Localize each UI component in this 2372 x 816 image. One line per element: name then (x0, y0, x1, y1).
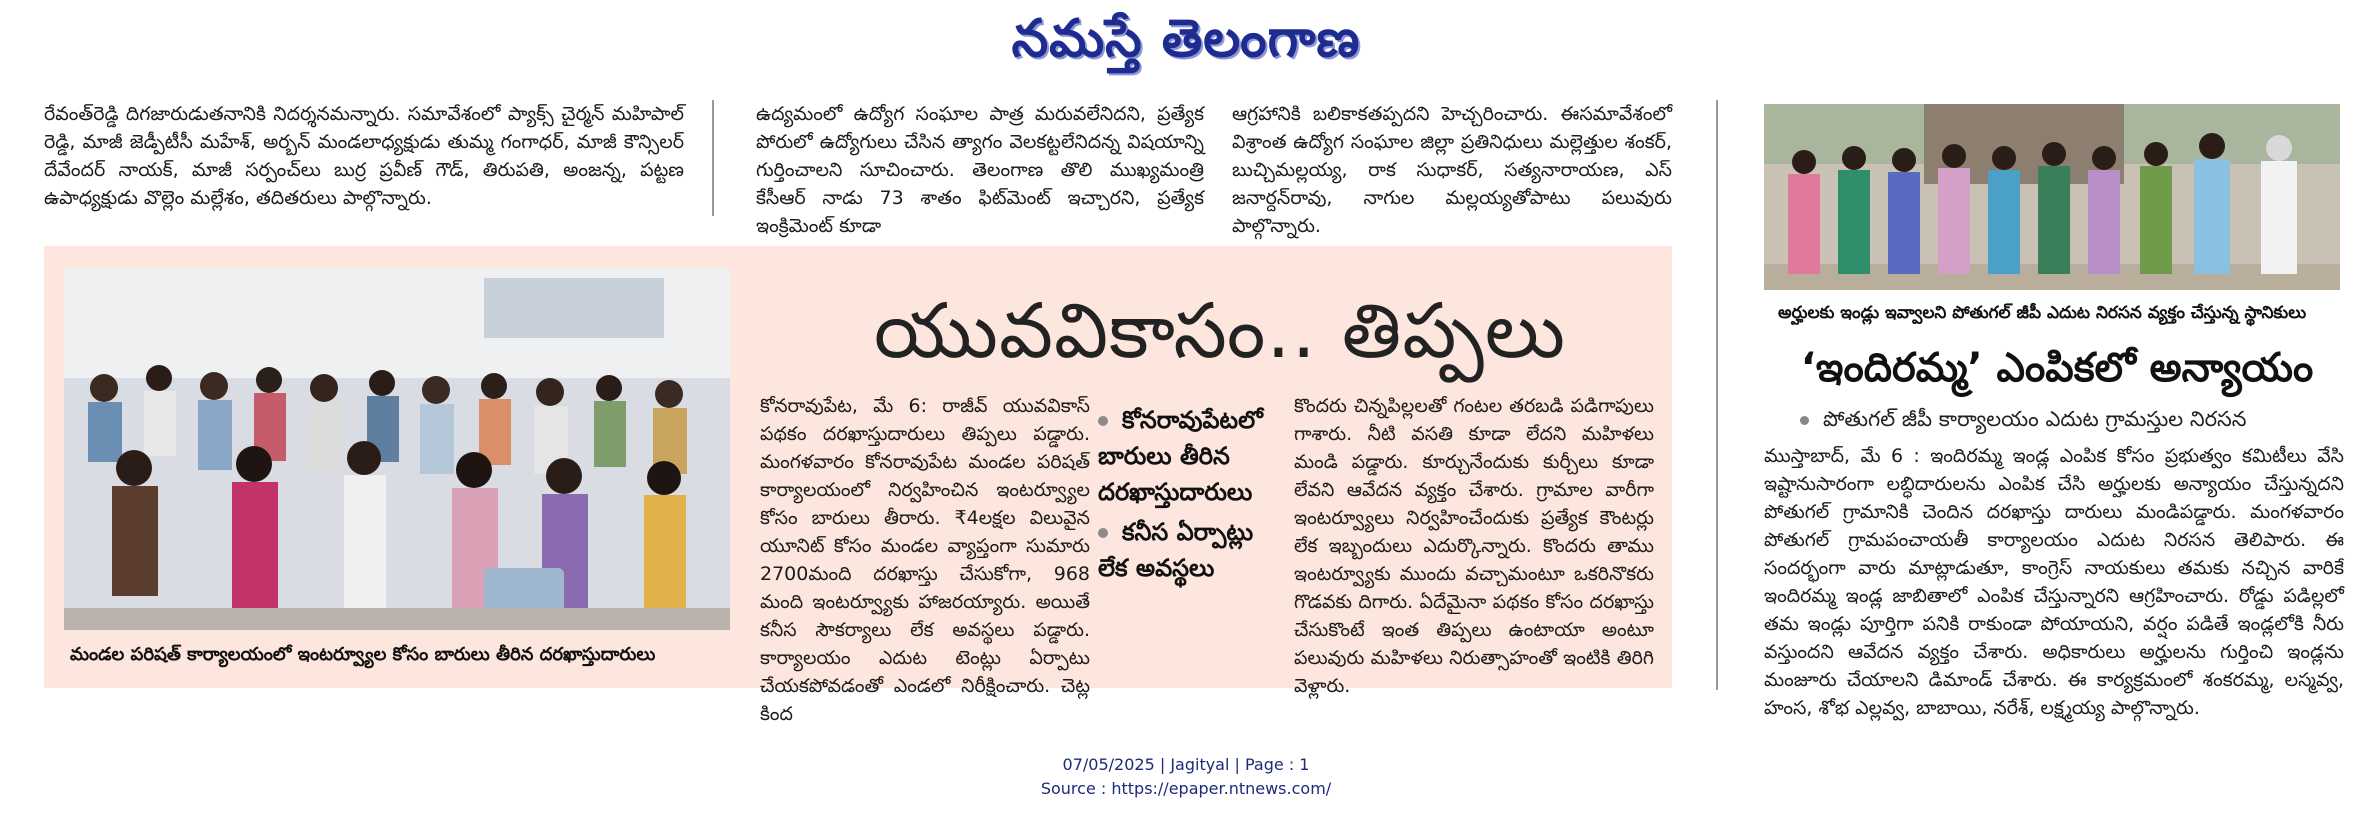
right-story-subhead-text: పోతుగల్ జీపీ కార్యాలయం ఎదుట గ్రామస్తుల నిరసన (1823, 407, 2247, 431)
column-divider (712, 100, 714, 216)
kicker-1-text: కోనరావుపేటలో బారులు తీరిన దరఖాస్తుదారులు (1098, 406, 1263, 506)
bullet-icon (1098, 528, 1108, 538)
right-story-body: ముస్తాబాద్, మే 6 : ఇందిరమ్మ ఇండ్ల ఎంపిక కోసం ప్రభుత్వం కమిటీలు వేసి ఇష్టానుసారంగా లబ్ధిదారులను ఎంపిక చేసి అర్హులకు అన్యాయం చేస్తున్నదని పోతుగల్ గ్రామానికి చెందిన దరఖాస్తు దారులు మండిపడ్డారు. మంగళవారం పోతుగల్ గ్రామపంచాయతీ కార్యాలయం ఎదుట నిరసన తెలిపారు. ఈ సందర్భంగా వారు మాట్లాడుతూ, కాంగ్రెస్ నాయకులు తమకు నచ్చిన వారికే ఇందిరమ్మ ఇండ్ల జాబితాలో ఎంపిక చేస్తున్నారని ఆగ్రహించారు. రోడ్డు పడిల్లలో తమ ఇండ్లు పూర్తిగా పనికి రాకుండా పోయాయని, వర్షం పడితే ఇండ్లలోకి నీరు వస్తుందని ఆవేదన వ్యక్తం చేశారు. అధికారులు అర్హులను గుర్తించి ఇండ్లను మంజూరు చేయాలని డిమాండ్ చేశారు. ఈ కార్యక్రమంలో శంకరమ్మ, లస్మవ్వ, హంస, శోభ ఎల్లవ్వ, బాబాయి, నరేశ్, లక్ష్మయ్య పాల్గొన్నారు. (1764, 445, 2344, 719)
main-story-headline: యువవికాసం.. తిప్పలు (873, 286, 1567, 375)
right-story-subhead (1800, 402, 2360, 436)
main-story-kicker-1 (1098, 402, 1288, 510)
footer-date-edition: 07/05/2025 | Jagityal | Page : 1 (1062, 755, 1310, 774)
right-story-photo-caption: అర్హులకు ఇండ్లు ఇవ్వాలని పోతుగల్ జీపీ ఎదుట నిరసన వ్యక్తం చేస్తున్న స్థానికులు (1778, 303, 2307, 323)
main-story-photo (64, 268, 730, 630)
main-story-photo-caption: మండల పరిషత్ కార్యాలయంలో ఇంటర్వ్యూల కోసం బారులు తీరిన దరఖాస్తుదారులు (70, 644, 656, 665)
masthead-title: నమస్తే తెలంగాణ (1011, 8, 1361, 69)
right-column-divider (1716, 100, 1718, 690)
right-story-headline: ‘ఇందిరమ్మ’ ఎంపికలో అన్యాయం (1800, 345, 2314, 391)
bullet-icon (1098, 416, 1108, 426)
main-story-kicker-2 (1098, 514, 1288, 586)
main-story-body-col1: కోనరావుపేట, మే 6: రాజీవ్ యువవికాస్ పథకం దరఖాస్తుదారులు తిప్పలు పడ్డారు. మంగళవారం కోనరావుపేట మండల పరిషత్ కార్యాలయంలో నిర్వహించిన ఇంటర్వ్యూల కోసం బారులు తీరారు. ₹4లక్షల విలువైన యూనిట్ కోసం మండల వ్యాప్తంగా సుమారు 2700మంది దరఖాస్తు చేసుకోగా, 968 మంది ఇంటర్వ్యూకు హాజరయ్యారు. అయితే కనీస సౌకర్యాలు లేక అవస్థలు పడ్డారు. కార్యాలయం ఎదుట టెంట్లు ఏర్పాటు చేయకపోవడంతో ఎండలో నిరీక్షించారు. చెట్ల కింద (760, 395, 1090, 725)
top-column-2: ఉద్యమంలో ఉద్యోగ సంఘాల పాత్ర మరువలేనిదని, ప్రత్యేక పోరులో ఉద్యోగులు చేసిన త్యాగం వెలకట్టలేనిదన్న విషయాన్ని గుర్తించాలని సూచించారు. తెలంగాణ తొలి ముఖ్యమంత్రి కేసీఆర్ నాడు 73 శాతం ఫిట్‌మెంట్ ఇచ్చారని, ప్రత్యేక ఇంక్రిమెంట్ కూడా (756, 103, 1204, 237)
kicker-2-text: కనీస ఏర్పాట్లు లేక అవస్థలు (1098, 518, 1254, 582)
bullet-icon (1800, 416, 1809, 425)
main-story-body-col3: కొందరు చిన్నపిల్లలతో గంటల తరబడి పడిగాపులు గాశారు. నీటి వసతి కూడా లేదని మహిళలు మండి పడ్డారు. కూర్చునేందుకు కుర్చీలు కూడా లేవని ఆవేదన వ్యక్తం చేశారు. గ్రామాల వారీగా ఇంటర్వ్యూలు నిర్వహించేందుకు ప్రత్యేక కౌంటర్లు లేక ఇబ్బందులు ఎదుర్కొన్నారు. కొందరు తాము ఇంటర్వ్యూకు ముందు వచ్చామంటూ ఒకరినొకరు గొడవకు దిగారు. ఏదేమైనా పథకం కోసం దరఖాస్తు చేసుకొంటే ఇంత తిప్పలు ఉంటాయా అంటూ పలువురు మహిళలు నిరుత్సాహంతో ఇంటికి తిరిగి వెళ్లారు. (1294, 395, 1654, 697)
top-column-3: ఆగ్రహానికి బలికాకతప్పదని హెచ్చరించారు. ఈసమావేశంలో విశ్రాంత ఉద్యోగ సంఘాల జిల్లా ప్రతినిధులు మల్లెత్తుల శంకర్, బుచ్చిమల్లయ్య, రాక సుధాకర్, సత్యనారాయణ, ఎస్ జనార్దన్‌రావు, నాగుల మల్లయ్యతోపాటు పలువురు పాల్గొన్నారు. (1232, 103, 1672, 237)
footer-source: Source : https://epaper.ntnews.com/ (1040, 779, 1332, 798)
right-story-photo (1764, 104, 2340, 290)
top-column-1: రేవంత్‌రెడ్డి దిగజారుడుతనానికి నిదర్శనమన్నారు. సమావేశంలో ప్యాక్స్ చైర్మన్ మహిపాల్ రెడ్డి, మాజీ జెడ్పీటీసీ మహేశ్, అర్బన్ మండలాధ్యక్షుడు తుమ్మ గంగాధర్, మాజీ కౌన్సిలర్ దేవేందర్ నాయక్, మాజీ సర్పంచ్‌లు బుర్ర ప్రవీణ్ గౌడ్, తిరుపతి, అంజన్న, పట్టణ ఉపాధ్యక్షుడు వొల్లెం మల్లేశం, తదితరులు పాల్గొన్నారు. (44, 103, 684, 209)
